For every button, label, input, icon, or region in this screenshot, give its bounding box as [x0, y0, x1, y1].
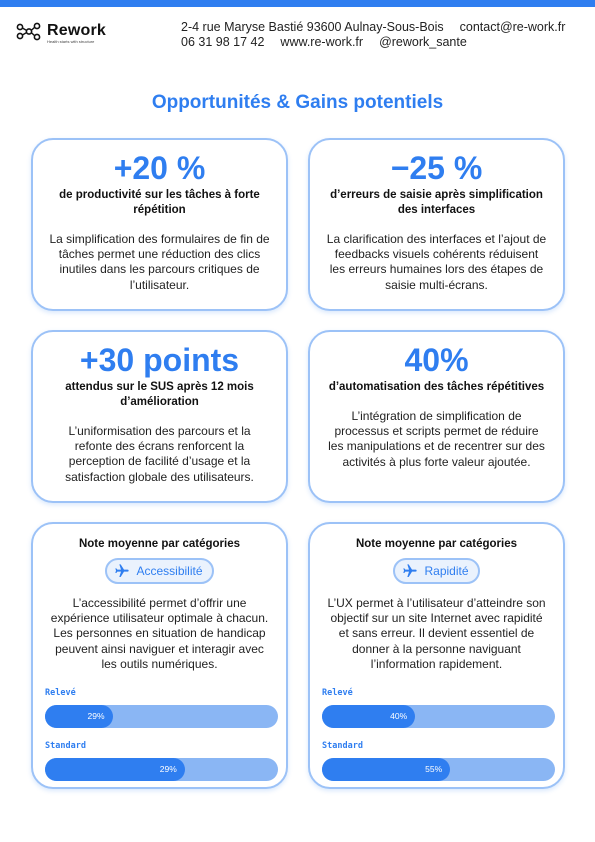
stat-subtitle: d’erreurs de saisie après simplification des interfaces	[330, 189, 543, 216]
bar-track-releve	[322, 705, 555, 728]
stat-subtitle: attendus sur le SUS après 12 mois d’amélioration	[65, 381, 254, 408]
stat-value: +30 points	[79, 342, 240, 378]
brand-logo[interactable]	[16, 20, 136, 48]
stat-value: +20 %	[113, 150, 206, 186]
stat-value: −25 %	[390, 150, 483, 186]
airplane-icon	[114, 563, 130, 579]
category-bars	[45, 688, 278, 794]
bar-label-standard: Standard	[45, 741, 86, 751]
stat-card-productivity	[31, 138, 288, 311]
bar-label-standard: Standard	[322, 741, 363, 751]
contact-phone[interactable]: 06 31 98 17 42	[181, 35, 265, 49]
brand-tagline: Health starts with structure	[47, 39, 95, 44]
stat-subtitle: de productivité sur les tâches à forte répétition	[59, 189, 260, 216]
contact-block	[181, 20, 591, 50]
top-accent-bar	[0, 0, 595, 7]
contact-email[interactable]: contact@re-work.fr	[459, 20, 566, 34]
bar-value-label: 29%	[87, 711, 105, 721]
stat-card-sus	[31, 330, 288, 503]
contact-address: 2-4 rue Maryse Bastié 93600 Aulnay-Sous-Bois	[181, 20, 444, 34]
page-title: Opportunités & Gains potentiels	[151, 92, 444, 113]
stat-subtitle: d’automatisation des tâches répétitives	[328, 381, 545, 393]
bar-value-label: 40%	[390, 711, 408, 721]
category-tag-label: Rapidité	[424, 564, 469, 578]
bar-fill-standard	[45, 758, 185, 781]
stat-card-automation	[308, 330, 565, 503]
category-description: L’accessibilité permet d’offrir une expérience utilisateur optimale à chacun. Les personnes en situation de handicap peuvent ainsi naviguer et interagir avec les outils numériques.	[50, 596, 269, 671]
bar-fill-standard	[322, 758, 450, 781]
category-heading: Note moyenne par catégories	[78, 538, 241, 550]
rework-logo-icon	[16, 21, 42, 43]
bar-label-releve: Relevé	[322, 688, 353, 698]
stat-description: L’intégration de simplification de processus et scripts permet de réduire les manipulations et de recentrer sur des activités à plus forte valeur ajoutée.	[328, 409, 545, 469]
bar-fill-releve	[322, 705, 415, 728]
brand-name: Rework	[47, 22, 106, 39]
bar-track-releve	[45, 705, 278, 728]
category-heading: Note moyenne par catégories	[355, 538, 518, 550]
bar-value-label: 29%	[159, 764, 177, 774]
category-tag-label: Accessibilité	[136, 564, 203, 578]
category-bars	[322, 688, 555, 794]
category-description: L’UX permet à l’utilisateur d’atteindre son objectif sur un site Internet avec rapidité et sans erreur. Il devient essentiel de donner à la personne naviguant l’information rapidement.	[327, 596, 546, 671]
stat-value: 40%	[404, 342, 469, 378]
stat-description: L’uniformisation des parcours et la refonte des écrans renforcent la perception de facilité d’usage et la satisfaction globale des utilisateurs.	[65, 424, 254, 484]
stat-description: La clarification des interfaces et l’ajout de feedbacks visuels cohérents réduisent les erreurs humaines lors des étapes de saisie multi-écrans.	[326, 232, 547, 292]
bar-track-standard	[322, 758, 555, 781]
bar-fill-releve	[45, 705, 113, 728]
category-tag-accessibility[interactable]	[105, 558, 213, 584]
bar-label-releve: Relevé	[45, 688, 76, 698]
bar-track-standard	[45, 758, 278, 781]
stat-description: La simplification des formulaires de fin de tâches permet une réduction des clics inutiles dans les parcours critiques de l’utilisateur.	[49, 232, 270, 292]
category-card-speed	[308, 522, 565, 789]
stat-card-errors	[308, 138, 565, 311]
contact-social[interactable]: @rework_sante	[379, 35, 467, 49]
contact-website[interactable]: www.re-work.fr	[280, 35, 364, 49]
airplane-icon	[402, 563, 418, 579]
bar-value-label: 55%	[425, 764, 443, 774]
category-card-accessibility	[31, 522, 288, 789]
category-tag-speed[interactable]	[393, 558, 479, 584]
